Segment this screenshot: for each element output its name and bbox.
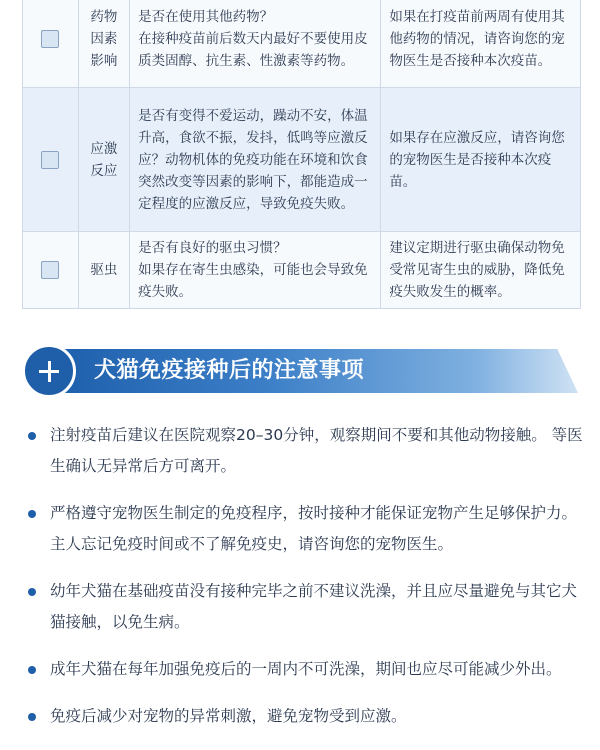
row-category: 应激反应 [90,140,118,179]
bullet-icon [28,713,36,721]
notes-list [28,420,584,748]
row-category: 药物因素影响 [90,9,118,69]
row-advice: 如果在打疫苗前两周有使用其他药物的情况，请咨询您的宠物医生是否接种本次疫苗。 [389,9,565,69]
note-text: 免疫后减少对宠物的异常刺激，避免宠物受到应激。 [50,707,407,725]
row-advice: 如果存在应激反应，请咨询您的宠物医生是否接种本次疫苗。 [389,129,565,190]
list-item [28,498,584,560]
row-category: 驱虫 [90,262,118,278]
table-row [23,88,581,232]
list-item [28,576,584,638]
vaccination-checklist-table [22,0,581,309]
row-advice: 建议定期进行驱虫确保动物免受常见寄生虫的威胁，降低免疫失败发生的概率。 [389,240,565,300]
section-header [22,346,578,396]
section-title: 犬猫免疫接种后的注意事项 [94,358,365,383]
bullet-icon [28,432,36,440]
row-question: 是否在使用其他药物？ 在接种疫苗前后数天内最好不要使用皮质类固醇、抗生素、性激素等药物。 [138,9,368,69]
row-question: 是否有变得不爱运动，躁动不安，体温升高，食欲不振，发抖，低鸣等应激反应？动物机体的免疫功能在环境和饮食突然改变等因素的影响下，都能造成一定程度的应激反应，导致免疫失败。 [138,107,368,212]
list-item [28,420,584,482]
list-item [28,654,584,685]
note-text: 幼年犬猫在基础疫苗没有接种完毕之前不建议洗澡，并且应尽量避免与其它犬猫接触，以免生病。 [50,582,578,631]
row-checkbox[interactable] [41,261,59,279]
row-checkbox[interactable] [41,151,59,169]
bullet-icon [28,588,36,596]
note-text: 严格遵守宠物医生制定的免疫程序，按时接种才能保证宠物产生足够保护力。主人忘记免疫时间或不了解免疫史，请咨询您的宠物医生。 [50,504,578,553]
table-row [23,0,581,88]
table-row [23,232,581,309]
note-text: 成年犬猫在每年加强免疫后的一周内不可洗澡，期间也应尽可能减少外出。 [50,660,562,678]
row-question: 是否有良好的驱虫习惯？ 如果存在寄生虫感染，可能也会导致免疫失败。 [138,240,368,300]
list-item [28,701,584,732]
bullet-icon [28,510,36,518]
bullet-icon [28,666,36,674]
note-text: 注射疫苗后建议在医院观察20–30分钟，观察期间不要和其他动物接触。 等医生确认无异常后方可离开。 [50,426,583,475]
row-checkbox[interactable] [41,30,59,48]
section-badge [22,344,76,398]
